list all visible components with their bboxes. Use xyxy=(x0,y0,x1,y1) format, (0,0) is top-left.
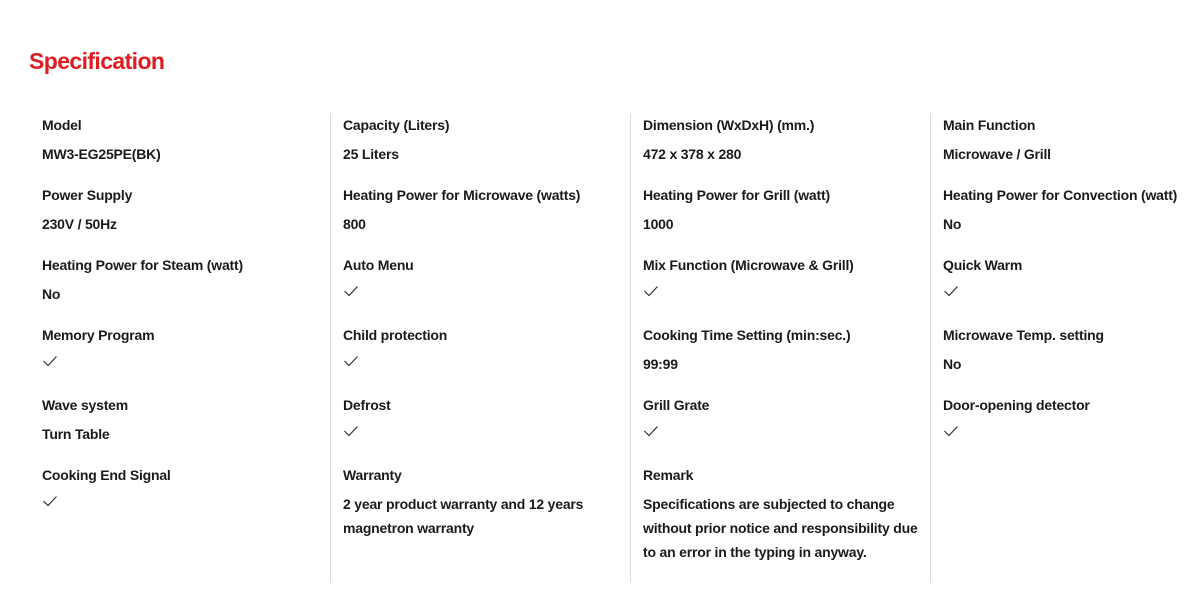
spec-label: Auto Menu xyxy=(343,257,414,273)
spec-item xyxy=(643,254,930,324)
check-icon xyxy=(643,425,659,437)
spec-item xyxy=(643,464,930,560)
check-icon xyxy=(943,425,959,437)
spec-item xyxy=(643,324,930,394)
spec-label: Heating Power for Convection (watt) xyxy=(943,187,1178,203)
spec-value: No xyxy=(943,356,962,372)
spec-item xyxy=(343,254,630,324)
spec-label: Remark xyxy=(643,467,694,483)
spec-item xyxy=(42,394,330,464)
spec-item xyxy=(943,254,1196,324)
spec-value: No xyxy=(42,286,61,302)
spec-item xyxy=(42,184,330,254)
spec-label: Power Supply xyxy=(42,187,133,203)
spec-label: Heating Power for Grill (watt) xyxy=(643,187,830,203)
check-icon xyxy=(42,495,58,507)
spec-value: Turn Table xyxy=(42,426,110,442)
check-icon xyxy=(343,425,359,437)
spec-value: 2 year product warranty and 12 years magnetron warranty xyxy=(343,496,584,536)
spec-item xyxy=(343,394,630,464)
spec-column xyxy=(330,114,630,582)
spec-item xyxy=(343,114,630,184)
spec-label: Heating Power for Steam (watt) xyxy=(42,257,243,273)
spec-value: 25 Liters xyxy=(343,146,399,162)
spec-value: Microwave / Grill xyxy=(943,146,1051,162)
spec-label: Child protection xyxy=(343,327,448,343)
spec-label: Heating Power for Microwave (watts) xyxy=(343,187,581,203)
spec-value: 230V / 50Hz xyxy=(42,216,117,232)
check-icon xyxy=(343,285,359,297)
spec-value: Specifications are subjected to change without prior notice and responsibility due to an error in the typing in anyway. xyxy=(643,496,918,560)
spec-value: 472 x 378 x 280 xyxy=(643,146,742,162)
check-icon xyxy=(643,285,659,297)
spec-value: No xyxy=(943,216,962,232)
spec-value: MW3-EG25PE(BK) xyxy=(42,146,161,162)
spec-item xyxy=(943,184,1196,254)
spec-item xyxy=(643,394,930,464)
spec-item xyxy=(42,254,330,324)
spec-column xyxy=(630,114,930,582)
spec-label: Dimension (WxDxH) (mm.) xyxy=(643,117,815,133)
page-title: Specification xyxy=(29,48,165,74)
spec-item xyxy=(343,184,630,254)
spec-item xyxy=(343,324,630,394)
spec-value: 1000 xyxy=(643,216,674,232)
spec-label: Model xyxy=(42,117,82,133)
spec-label: Capacity (Liters) xyxy=(343,117,450,133)
spec-label: Wave system xyxy=(42,397,128,413)
spec-column xyxy=(30,114,330,582)
spec-value: 800 xyxy=(343,216,366,232)
spec-label: Defrost xyxy=(343,397,391,413)
spec-label: Warranty xyxy=(343,467,402,483)
spec-item xyxy=(343,464,630,534)
spec-label: Grill Grate xyxy=(643,397,710,413)
spec-value: 99:99 xyxy=(643,356,678,372)
spec-label: Mix Function (Microwave & Grill) xyxy=(643,257,854,273)
spec-label: Door-opening detector xyxy=(943,397,1090,413)
spec-label: Cooking End Signal xyxy=(42,467,171,483)
spec-item xyxy=(42,114,330,184)
check-icon xyxy=(943,285,959,297)
spec-label: Quick Warm xyxy=(943,257,1023,273)
spec-item xyxy=(943,114,1196,184)
spec-item xyxy=(42,324,330,394)
spec-grid xyxy=(30,114,1196,582)
spec-column xyxy=(930,114,1196,582)
spec-item xyxy=(943,324,1196,394)
spec-label: Memory Program xyxy=(42,327,155,343)
spec-item xyxy=(943,394,1196,464)
spec-label: Main Function xyxy=(943,117,1036,133)
check-icon xyxy=(42,355,58,367)
spec-item xyxy=(643,184,930,254)
spec-label: Cooking Time Setting (min:sec.) xyxy=(643,327,851,343)
spec-item xyxy=(42,464,330,534)
spec-label: Microwave Temp. setting xyxy=(943,327,1104,343)
check-icon xyxy=(343,355,359,367)
spec-item xyxy=(643,114,930,184)
